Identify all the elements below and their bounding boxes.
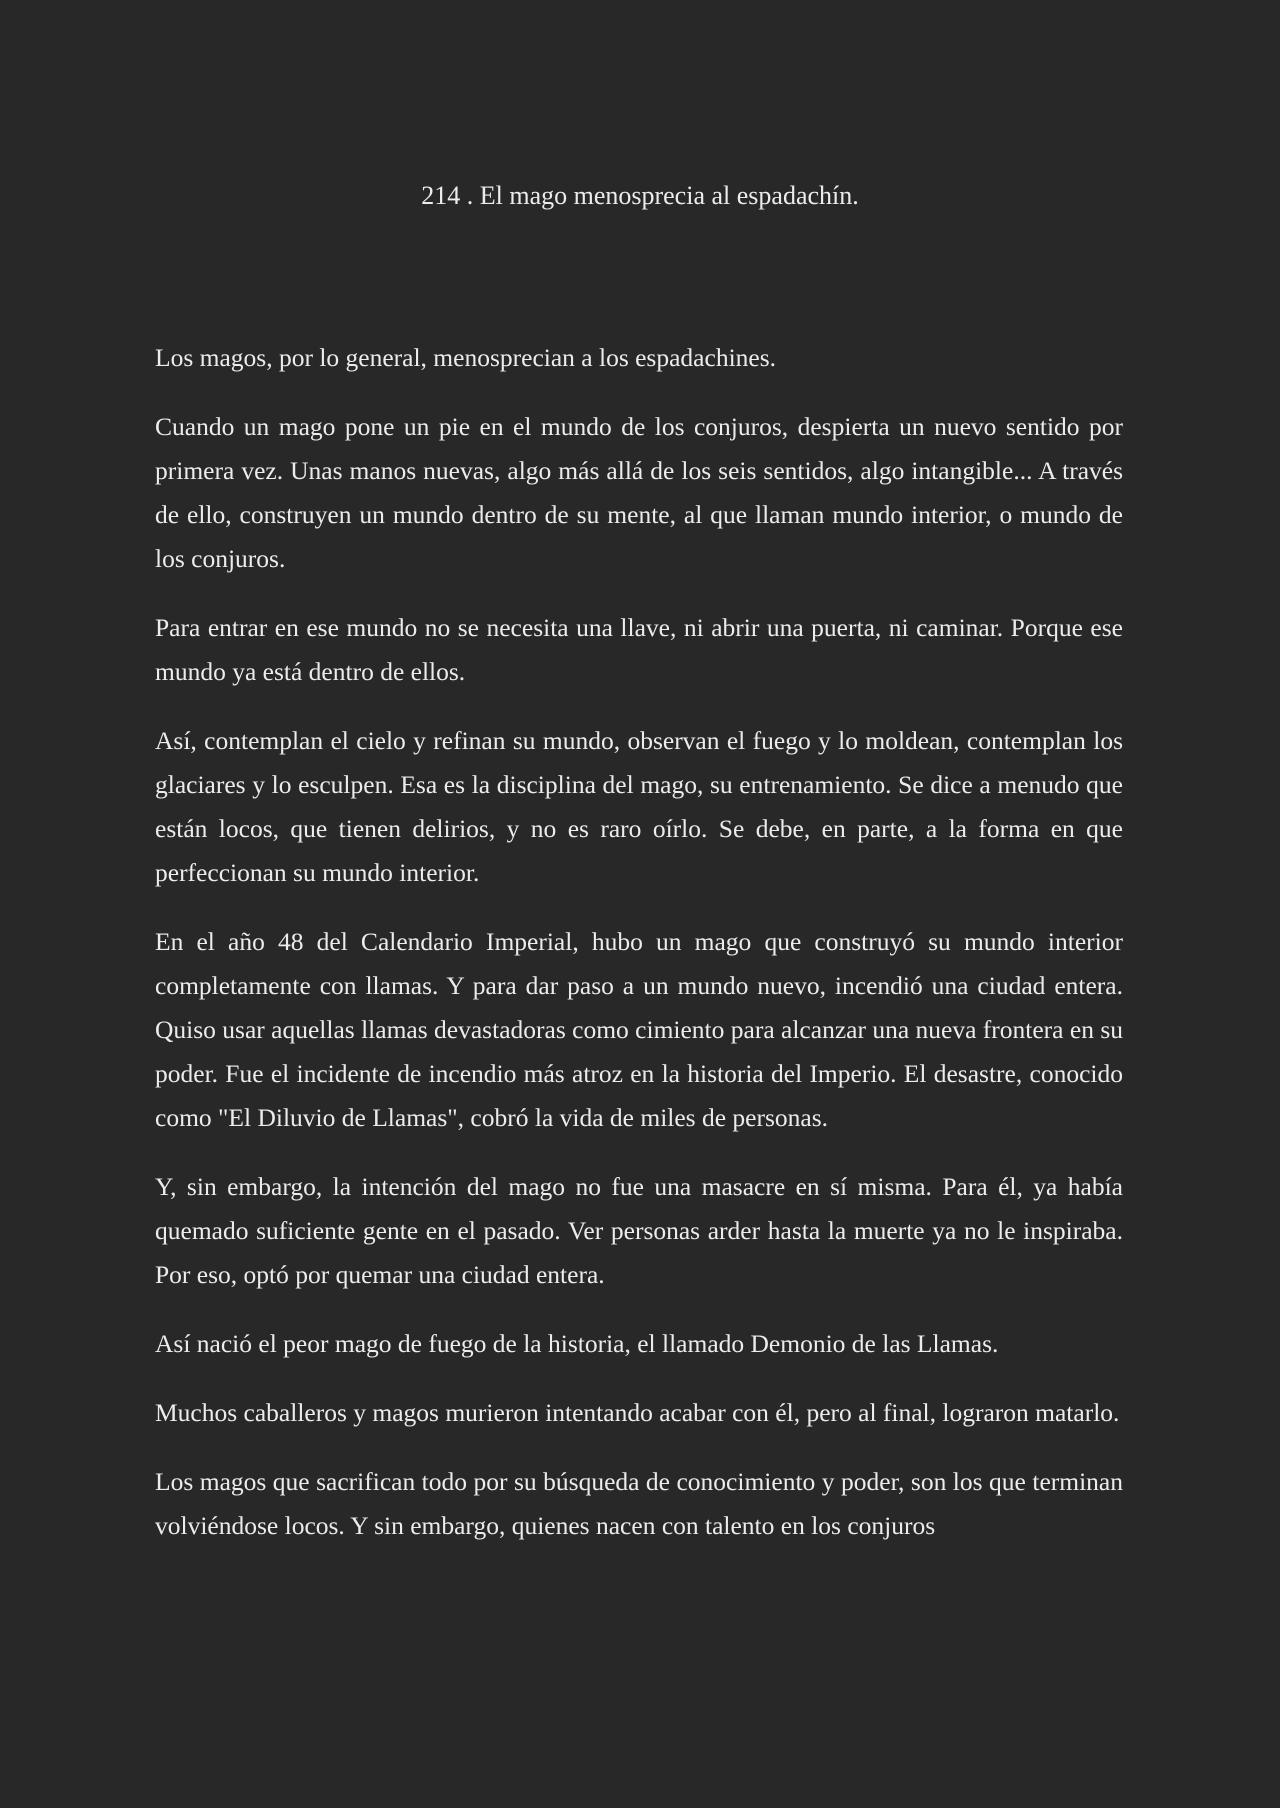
paragraph: Muchos caballeros y magos murieron intentando acabar con él, pero al final, lograron matarlo. xyxy=(155,1398,1120,1427)
paragraph: Así nació el peor mago de fuego de la historia, el llamado Demonio de las Llamas. xyxy=(155,1329,999,1358)
paragraph: Cuando un mago pone un pie en el mundo de los conjuros, despierta un nuevo sentido por primera vez. Unas manos nuevas, algo más allá de los seis sentidos, algo intangible... A través de ello, construyen un mundo dentro de su mente, al que llaman mundo interior, o mundo de los conjuros. xyxy=(155,412,1123,573)
paragraph: En el año 48 del Calendario Imperial, hubo un mago que construyó su mundo interior completamente con llamas. Y para dar paso a un mundo nuevo, incendió una ciudad entera. Quiso usar aquellas llamas devastadoras como cimiento para alcanzar una nueva frontera en su poder. Fue el incidente de incendio más atroz en la historia del Imperio. El desastre, conocido como "El Diluvio de Llamas", cobró la vida de miles de personas. xyxy=(155,927,1123,1132)
paragraph: Para entrar en ese mundo no se necesita una llave, ni abrir una puerta, ni caminar. Porque ese mundo ya está dentro de ellos. xyxy=(155,613,1123,686)
paragraph: Los magos, por lo general, menosprecian a los espadachines. xyxy=(155,343,777,372)
paragraph: Los magos que sacrifican todo por su búsqueda de conocimiento y poder, son los que terminan volviéndose locos. Y sin embargo, quienes nacen con talento en los conjuros xyxy=(155,1467,1123,1540)
paragraph: Y, sin embargo, la intención del mago no fue una masacre en sí misma. Para él, ya había quemado suficiente gente en el pasado. Ver personas arder hasta la muerte ya no le inspiraba. Por eso, optó por quemar una ciudad entera. xyxy=(155,1172,1123,1289)
chapter-title: 214 . El mago menosprecia al espadachín. xyxy=(421,181,859,210)
paragraph: Así, contemplan el cielo y refinan su mundo, observan el fuego y lo moldean, contemplan los glaciares y lo esculpen. Esa es la disciplina del mago, su entrenamiento. Se dice a menudo que están locos, que tienen delirios, y no es raro oírlo. Se debe, en parte, a la forma en que perfeccionan su mundo interior. xyxy=(155,726,1123,887)
chapter-body xyxy=(155,336,1123,1573)
